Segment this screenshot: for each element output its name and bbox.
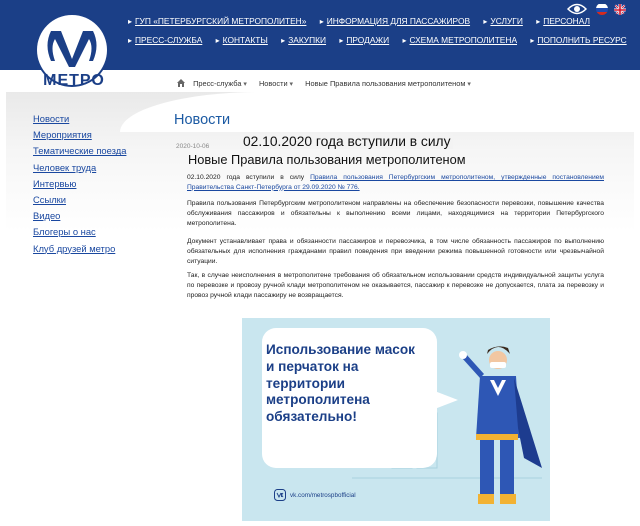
breadcrumb-current[interactable]: Новые Правила пользования метрополитеном ▾ (305, 79, 471, 88)
sidebar-item-man-of-labor[interactable]: Человек труда (33, 161, 97, 173)
nav-link-contacts[interactable]: ▸ КОНТАКТЫ (216, 35, 268, 45)
top-nav-row-2 (128, 35, 638, 45)
sidebar-item-news[interactable]: Новости (33, 113, 70, 124)
nav-link-purchases[interactable]: ▸ ЗАКУПКИ (281, 35, 326, 45)
vk-icon (274, 489, 286, 501)
sidebar-item-interview[interactable]: Интервью (33, 177, 77, 189)
news-paragraph-1 (187, 173, 604, 193)
speech-bubble-tail (432, 390, 458, 410)
nav-link-metro-map[interactable]: ▸ СХЕМА МЕТРОПОЛИТЕНА (402, 35, 517, 45)
sidebar-item-friends-club[interactable]: Клуб друзей метро (33, 242, 116, 254)
sidebar-item-themed-trains[interactable]: Тематические поезда (33, 145, 127, 157)
home-icon[interactable] (177, 79, 185, 87)
breadcrumb (177, 79, 481, 88)
paragraph-1-text: 02.10.2020 года вступили в силу (187, 174, 311, 181)
masks-poster (242, 318, 550, 521)
rules-link[interactable]: Правила пользования Петербургским метрополитеном, утвержденные постановлением Правительства Санкт-Петербурга от 29.09.2020 № 776. (187, 174, 604, 191)
news-paragraph-3: Документ устанавливает права и обязанности пассажиров и перевозчика, в том числе обязанность пассажиров по выполнению обязательных для исполнения гражданами правил поведения при введении режима повышенной готовности или чрезвычайной ситуации. (187, 238, 604, 265)
nav-link-services[interactable]: ▸ УСЛУГИ (483, 16, 522, 26)
nav-link-passenger-info[interactable]: ▸ ИНФОРМАЦИЯ ДЛЯ ПАССАЖИРОВ (320, 16, 470, 26)
poster-text: Использование масок и перчаток на территории метрополитена обязательно! (266, 342, 415, 425)
sidebar-item-bloggers[interactable]: Блогеры о нас (33, 226, 96, 238)
nav-link-sales[interactable]: ▸ ПРОДАЖИ (339, 35, 389, 45)
top-nav-row-1 (128, 16, 601, 26)
nav-link-personnel[interactable]: ▸ ПЕРСОНАЛ (536, 16, 590, 26)
sidebar-item-events[interactable]: Мероприятия (33, 129, 92, 141)
poster-footer: vk.com/metrospbofficial (290, 492, 356, 499)
logo-text: МЕТРО (43, 72, 105, 89)
eye-icon[interactable] (567, 2, 587, 16)
breadcrumb-press[interactable]: Пресс-служба ▾ (193, 79, 247, 88)
sidebar-item-video[interactable]: Видео (33, 210, 61, 222)
sidebar (33, 113, 126, 259)
flag-ru-icon[interactable] (596, 3, 608, 15)
news-paragraph-2: Правила пользования Петербургским метрополитеном направлены на обеспечение безопасности перевозки, повышение качества обслуживания пассажиров и обязательны к выполнению всеми лицами, находящимися на территории Петербургского метрополитена. (187, 200, 604, 227)
flag-en-icon[interactable] (614, 3, 626, 15)
news-title: Новые Правила пользования метрополитеном (188, 152, 466, 167)
news-paragraph-4: Так, в случае неисполнения в метрополитене требования об обязательном использовании средств индивидуальной защиты услуга по перевозке и провозу ручной клади метрополитеном не оказывается, пассажир к перевозке не допускается, плата за перевозку и провоз ручной клади пассажиру не возвращается. (187, 272, 604, 299)
nav-link-top-up[interactable]: ▸ ПОПОЛНИТЬ РЕСУРС (530, 35, 626, 45)
overlay-heading: 02.10.2020 года вступили в силу (240, 134, 453, 149)
nav-link-press[interactable]: ▸ ПРЕСС-СЛУЖБА (128, 35, 202, 45)
sidebar-item-links[interactable]: Ссылки (33, 193, 67, 205)
news-date: 2020-10-06 (176, 143, 210, 150)
nav-link-gup[interactable]: ▸ ГУП «ПЕТЕРБУРГСКИЙ МЕТРОПОЛИТЕН» (128, 16, 306, 26)
page-title: Новости (174, 112, 231, 128)
breadcrumb-news[interactable]: Новости ▾ (259, 79, 293, 88)
